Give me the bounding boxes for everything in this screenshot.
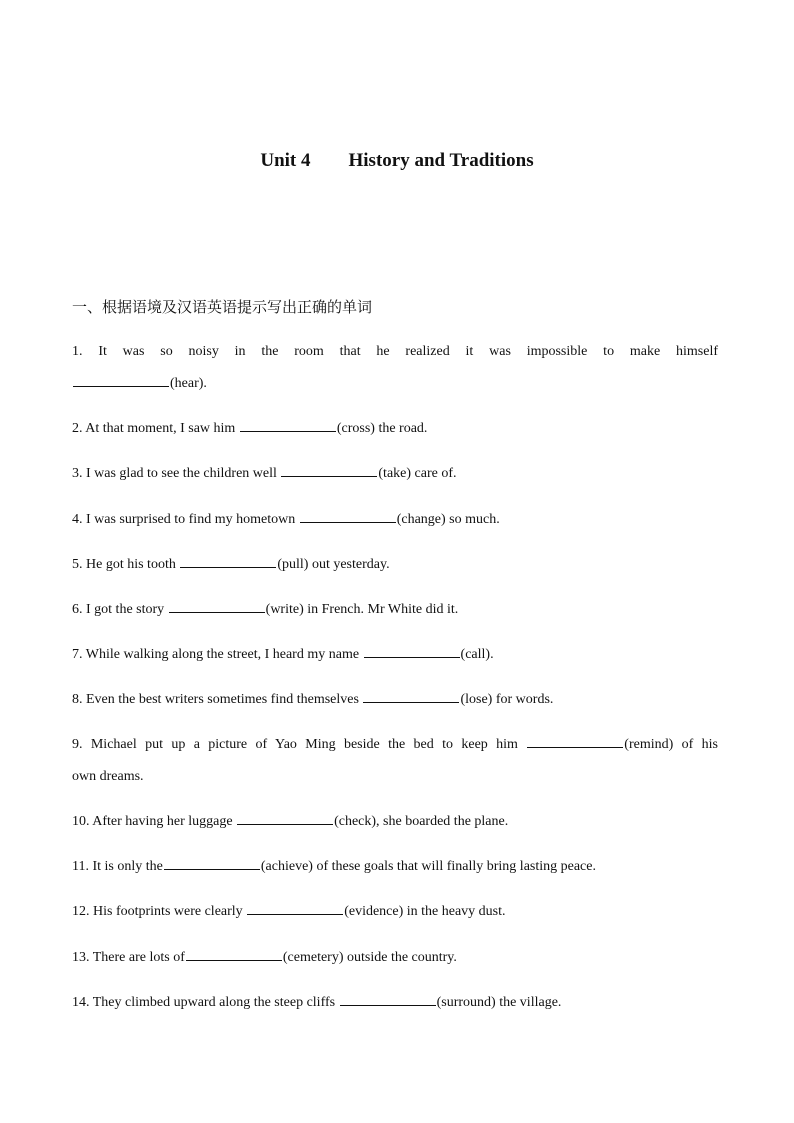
question-number: 9. <box>72 737 83 752</box>
question-text-after: out yesterday. <box>311 557 390 572</box>
question-hint: (write) <box>265 602 304 617</box>
question-text-after: she boarded the plane. <box>383 814 509 829</box>
question-text-after: the village. <box>499 995 562 1010</box>
question-10 <box>72 806 718 838</box>
question-number: 11. <box>72 859 89 874</box>
answer-blank[interactable] <box>164 855 260 870</box>
question-hint: (pull) <box>277 557 309 572</box>
question-11 <box>72 851 718 883</box>
question-text: I was surprised to find my hometown <box>86 512 296 527</box>
question-13 <box>72 942 718 974</box>
question-number: 2. <box>72 421 83 436</box>
question-text-after: outside the country. <box>347 950 457 965</box>
question-7 <box>72 639 718 671</box>
question-text: His footprints were clearly <box>93 904 243 919</box>
question-14 <box>72 987 718 1019</box>
question-text: I got the story <box>86 602 165 617</box>
question-text: It was so noisy in the room that he realized it was impossible to make himself <box>98 344 718 359</box>
answer-blank[interactable] <box>180 553 276 568</box>
answer-blank[interactable] <box>247 900 343 915</box>
question-8 <box>72 684 718 716</box>
question-text-after: in French. Mr White did it. <box>307 602 459 617</box>
answer-blank[interactable] <box>186 946 282 961</box>
question-hint: (change) <box>396 512 446 527</box>
question-text-after: so much. <box>449 512 500 527</box>
question-text-after: care of. <box>414 466 457 481</box>
question-text-after: of these goals that will finally bring lasting peace. <box>316 859 596 874</box>
question-text: Michael put up a picture of Yao Ming beside the bed to keep him <box>90 737 518 752</box>
question-hint: (lose) <box>460 692 493 707</box>
question-text: After having her luggage <box>92 814 233 829</box>
question-6 <box>72 594 718 626</box>
section-heading: 一、根据语境及汉语英语提示写出正确的单词 <box>72 298 373 316</box>
answer-blank[interactable] <box>363 688 459 703</box>
answer-blank[interactable] <box>169 598 265 613</box>
question-text: I was glad to see the children well <box>86 466 277 481</box>
question-number: 6. <box>72 602 83 617</box>
question-text: At that moment, I saw him <box>85 421 236 436</box>
page-title: Unit 4 History and Traditions <box>260 150 534 171</box>
question-2 <box>72 413 718 445</box>
question-12 <box>72 896 718 928</box>
question-hint: (remind) <box>624 737 674 752</box>
question-hint: (evidence) <box>344 904 404 919</box>
answer-blank[interactable] <box>527 733 623 748</box>
question-hint: (take) <box>378 466 412 481</box>
question-number: 3. <box>72 466 83 481</box>
question-text: He got his tooth <box>86 557 176 572</box>
question-hint: (hear). <box>170 376 207 391</box>
answer-blank[interactable] <box>364 643 460 658</box>
question-number: 7. <box>72 647 83 662</box>
answer-blank[interactable] <box>237 810 333 825</box>
question-text: It is only the <box>92 859 163 874</box>
question-text-after: for words. <box>495 692 554 707</box>
question-number: 1. <box>72 344 83 359</box>
question-text: They climbed upward along the steep cliffs <box>92 995 336 1010</box>
question-text: There are lots of <box>92 950 185 965</box>
question-text-after: in the heavy dust. <box>406 904 506 919</box>
answer-blank[interactable] <box>240 417 336 432</box>
question-number: 5. <box>72 557 83 572</box>
question-hint: (achieve) <box>260 859 313 874</box>
question-5 <box>72 549 718 581</box>
question-number: 10. <box>72 814 90 829</box>
question-text-after: the road. <box>378 421 428 436</box>
question-number: 8. <box>72 692 83 707</box>
question-hint: (call). <box>460 647 494 662</box>
question-text-line2: own dreams. <box>72 769 144 784</box>
answer-blank[interactable] <box>73 372 169 387</box>
answer-blank[interactable] <box>340 991 436 1006</box>
question-text: While walking along the street, I heard my name <box>85 647 360 662</box>
answer-blank[interactable] <box>281 462 377 477</box>
question-text: Even the best writers sometimes find themselves <box>86 692 359 707</box>
question-text-after: of his <box>681 737 718 752</box>
question-hint: (cross) <box>336 421 375 436</box>
question-number: 12. <box>72 904 90 919</box>
question-1 <box>72 336 718 400</box>
question-number: 4. <box>72 512 83 527</box>
question-3 <box>72 458 718 490</box>
question-number: 14. <box>72 995 90 1010</box>
question-number: 13. <box>72 950 90 965</box>
answer-blank[interactable] <box>300 508 396 523</box>
question-4 <box>72 504 718 536</box>
question-hint: (surround) <box>436 995 496 1010</box>
question-9 <box>72 729 718 793</box>
question-hint: (cemetery) <box>282 950 344 965</box>
question-hint: (check), <box>334 814 380 829</box>
